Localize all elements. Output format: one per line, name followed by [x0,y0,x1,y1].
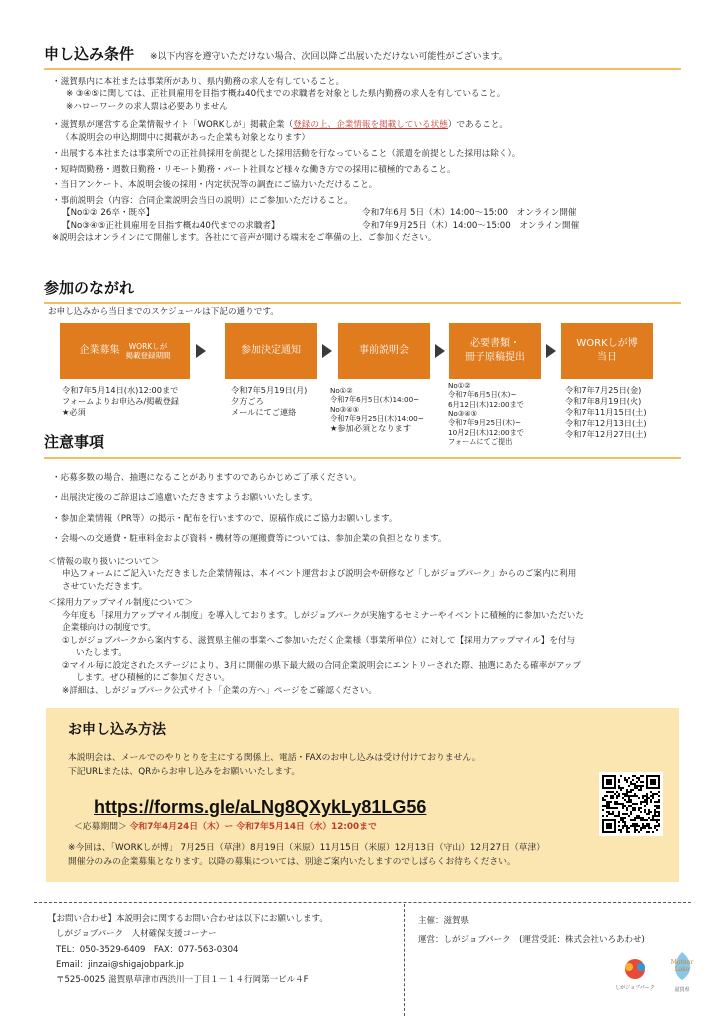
apply-title: お申し込み方法 [68,722,166,738]
flow-detail-documents [448,381,524,447]
logo-text: Mother [670,959,694,966]
flow-detail-line: 令和7年5月14日(水)12:00まで [62,385,179,395]
caution-item: ・参加企業情報（PR等）の掲示・配布を行いますので、原稿作成にご協力お願いします。 [52,513,398,524]
qr-code-icon[interactable] [599,772,663,836]
condition-note: ※ ③④⑤に関しては、正社員雇用を目指す概ね40代までの求職者を対象とした県内勤務の求人を有していること。 [66,89,506,100]
apply-note [68,842,545,869]
flow-step-sub-line: WORKしが [128,342,168,351]
qr-code-graphic [602,775,660,833]
flow-detail-line: 夕方ごろ [231,396,264,407]
organizer-host: 主催：滋賀県 [418,916,470,926]
flow-step-label: 冊子原稿提出 [465,352,525,363]
flow-header [44,278,681,304]
flow-detail-line: ★必須 [62,407,86,418]
flow-arrow-icon [546,344,556,358]
flow-detail-recruit [62,385,179,418]
flow-step-notice: 参加決定通知 [225,323,317,379]
caution-header [44,432,395,456]
contact-tel-fax: TEL：050-3529-6409 FAX：077-563-0304 [56,944,239,955]
flow-detail-line: 令和7年5月19日(月) [231,385,308,395]
event-date: 令和7年7月25日(金) [565,385,642,395]
flow-title: 参加のながれ [44,279,135,297]
flow-intro: お申し込みから当日までのスケジュールは下記の通りです。 [48,307,279,317]
condition-note: （本説明会の申込期間中に掲載があった企業も対象となります） [61,132,311,143]
organizer-operator: 運営：しがジョブパーク (運営受託：株式会社いろあわせ) [418,934,645,945]
caution-details [48,556,681,697]
footer-divider [34,902,691,903]
condition-note: ※説明会はオンラインにて開催します。各社にて音声が聞ける端末をご準備の上、ご参加ください。 [52,232,437,243]
flow-detail-line: 令和7年6月5日(木)~ [448,390,517,400]
apply-text-line: 本説明会は、メールでのやりとりを主にする関係上、電話・FAXのお申し込みは受け付けておりません。 [68,753,481,763]
contact-heading: 【お問い合わせ】本説明会に関するお問い合わせは以下にお願いします。 [48,914,328,924]
condition-note: ※ハローワークの求人票は必要ありません [66,101,228,112]
condition-item: ・短時間勤務・週数日勤務・リモート勤務・パート社員など様々な働き方での採用に積極的であること。 [52,164,456,175]
mother-lake-logo [664,950,700,994]
mile-title: ＜採用力アップマイル制度について＞ [48,598,194,609]
mile-text: します。ぜひ積極的にご参加ください。 [76,673,231,684]
info-handling-title: ＜情報の取り扱いについて＞ [48,557,160,567]
caution-item: ・応募多数の場合、抽選になることがありますのであらかじめご了承ください。 [52,473,362,483]
condition-highlight: 登録の上、企業情報を掲載している状態 [293,120,448,131]
apply-box [46,708,679,882]
seminar-date: 令和7年6月 5日（木）14:00～15:00 オンライン開催 [362,208,577,219]
flow-step-event-day [561,323,653,379]
flow-step-briefing: 事前説明会 [338,323,430,379]
seminar-date: 令和7年9月25日（木）14:00～15:00 オンライン開催 [362,220,580,231]
mile-text: ①しがジョブパークから案内する、滋賀県主催の事業へご参加いただく企業様（事業所単位）に対して【採用力アップマイル】を付与 [62,635,576,646]
flow-detail-line: No③④⑤ [330,404,360,414]
flow-step-label: 必要書類・ [470,337,520,349]
flow-step-label: 企業募集 [79,344,120,356]
caution-item: ・会場への交通費・駐車料金および資料・機材等の運搬費等については、参加企業の負担となります。 [52,534,447,545]
flow-detail-line: 令和7年6月5日(木)14:00~ [330,395,420,405]
condition-item: ・出展する本社または事業所での正社員採用を前提とした採用活動を行なっていること（派遣を前提とした採用は除く）。 [52,149,521,160]
flow-steps [60,323,660,379]
footer-vertical-divider [404,904,405,1016]
flow-arrow-icon [196,344,206,358]
logo-text: 滋賀県 [674,987,690,993]
logo-text: Lake [674,966,690,973]
flow-step-documents [449,323,541,379]
flow-detail-line: 令和7年9月25日(木)14:00~ [330,414,424,424]
conditions-note: ※以下内容を遵守いただけない場合、次回以降ご出展いただけない可能性がございます。 [150,52,508,62]
flow-arrow-icon [435,344,445,358]
apply-period-value: 令和7年4月24日（木）ー 令和7年5月14日（水）12:00まで [129,822,377,832]
flow-arrow-icon [322,344,332,358]
flow-detail-line: No①② [448,381,471,390]
conditions-header [44,44,681,70]
event-date: 令和7年12月27日(土) [565,429,647,440]
logo-text: しがジョブパーク [615,985,655,991]
flow-detail-line: No③④⑤ [448,409,478,419]
flow-detail-briefing [330,386,424,434]
mile-text: 今年度も「採用力アップマイル制度」を導入しております。しがジョブパークが実施するセミナーやイベントに積極的に参加いただいた [62,610,584,621]
seminar-row [52,220,681,232]
seminar-label: 【No①② 26卒・既卒】 [62,208,155,219]
flow-detail-line: フォームにてご提出 [448,437,513,447]
mile-text: いたします。 [76,648,127,659]
condition-item: ・事前説明会（内容：合同企業説明会当日の説明）にご参加いただけること。 [52,195,353,206]
flow-detail-line: 10月2日(木)12:00まで [448,427,524,437]
apply-period-label: ＜応募期間＞ [74,822,127,832]
seminar-row [52,207,681,219]
flow-detail-line: フォームよりお申込み/掲載登録 [62,396,179,407]
seminar-label: 【No③④⑤正社員雇用を目指す概ね40代までの求職者】 [62,220,280,231]
caution-list [52,472,681,554]
flow-detail-line: No①② [330,386,353,395]
mile-text: 企業様向けの制度です。 [62,623,156,634]
conditions-list [52,76,681,244]
flow-detail-line: 6月12日(木)12:00まで [448,399,524,409]
flow-detail-line: 令和7年9月25日(木)~ [448,418,522,428]
apply-form-link[interactable]: https://forms.gle/aLNg8QXykLy81LG56 [94,797,427,817]
condition-item [52,119,681,131]
shiga-job-park-logo [612,955,658,993]
apply-text-line: 下記URLまたは、QRからお申し込みをお願いいたします。 [68,766,301,777]
flow-step-recruit [60,323,190,379]
apply-text [68,752,481,779]
contact-email[interactable]: Email：jinzai@shigajobpark.jp [56,959,184,970]
caution-item: ・出展決定後のご辞退はご遠慮いただきますようお願いいたします。 [52,493,318,504]
condition-item: ・当日アンケート、本説明会後の採用・内定状況等の調査にご協力いただけること。 [52,180,378,191]
caution-title: 注意事項 [44,433,105,451]
flow-detail-line: メールにてご連絡 [231,407,297,418]
apply-period [74,821,377,834]
condition-text: ・滋賀県が運営する企業情報サイト「WORKしが」掲載企業（ [52,120,294,131]
flow-detail-notice [231,385,307,418]
condition-text: ）であること。 [447,120,508,131]
condition-item: ・滋賀県内に本社または事業所があり、県内勤務の求人を有していること。 [52,77,345,87]
flow-step-sub [126,342,171,360]
footer-contact [48,912,328,988]
event-date: 令和7年11月15日(土) [565,407,647,418]
apply-note-line: ※今回は、「WORKしが博」 7月25日（草津）8月19日（米原）11月15日（米原）12月13日（守山）12月27日（草津） [68,843,546,853]
info-handling-text: させていただきます。 [62,581,148,592]
mile-text: ※詳細は、しがジョブパーク公式サイト「企業の方へ」ページをご確認ください。 [62,685,377,696]
mile-text: ②マイル毎に設定されたステージにより、3月に開催の県下最大級の合同企業説明会にエントリーされた際、抽選にあたる確率がアップ [62,660,582,671]
flow-step-label: 当日 [597,352,617,363]
flow-detail-line: ★参加必須となります [330,423,412,434]
contact-org: しがジョブパーク 人材確保支援コーナー [56,929,217,940]
conditions-title: 申し込み条件 [44,45,135,63]
event-date: 令和7年8月19日(火) [565,396,642,407]
flow-detail-event-dates [565,385,647,440]
contact-address: 〒525-0025 滋賀県草津市西渋川一丁目１－１４行岡第一ビル４F [56,975,309,986]
caution-rule [44,457,681,459]
footer-organizer [418,912,645,949]
flow-step-sub-line: 掲載登録期間 [125,351,171,360]
event-date: 令和7年12月13日(土) [565,418,647,429]
info-handling-text: 申込フォームにご記入いただきました企業情報は、本イベント運営および説明会や研修など「しがジョブパーク」からのご案内に利用 [62,569,577,580]
apply-note-line: 開催分のみの企業募集となります。以降の募集については、別途ご案内いたしますのでしばらくお待ちください。 [68,856,516,867]
flow-step-label: WORKしが博 [576,337,638,349]
